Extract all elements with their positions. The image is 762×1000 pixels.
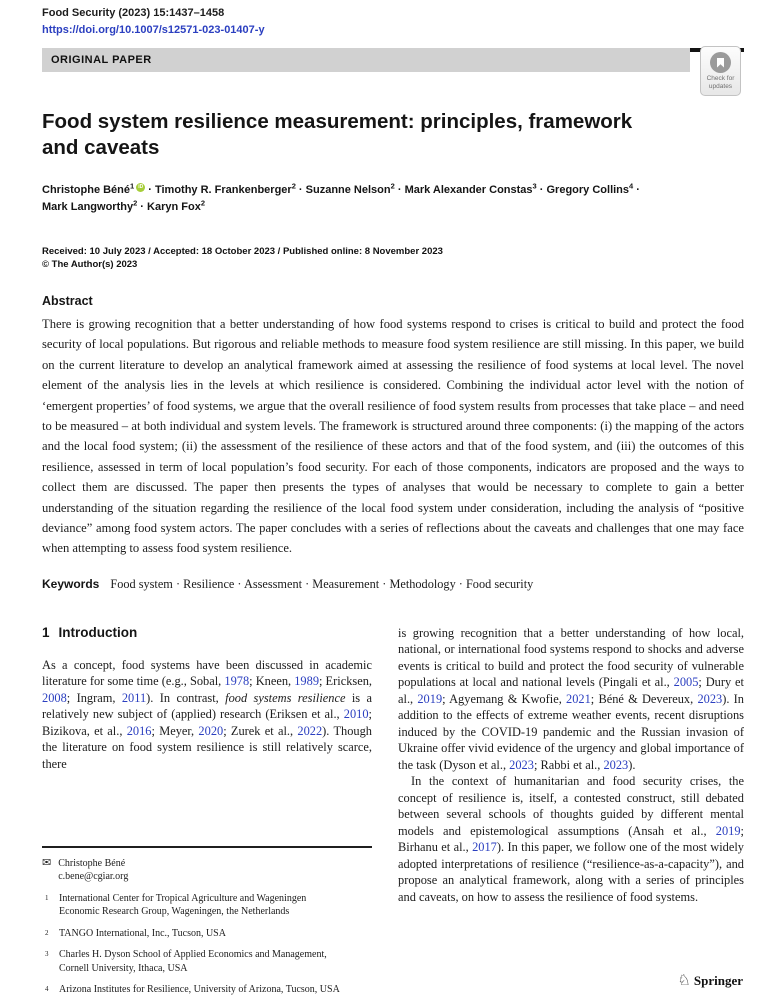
publisher-name: Springer — [693, 973, 743, 988]
text-run: ; Zurek et al., — [223, 723, 298, 738]
affiliation-number: 4 — [45, 985, 49, 994]
footnote-block — [42, 846, 372, 997]
correspondence-email-link[interactable]: c.bene@cgiar.org — [58, 871, 129, 883]
badge-line2: updates — [708, 82, 733, 90]
doi-link[interactable]: https://doi.org/10.1007/s12571-023-01407-y — [42, 24, 265, 36]
springer-logo-icon: ♘ — [677, 972, 691, 989]
two-column-body — [42, 625, 744, 997]
footnote-rule — [42, 846, 372, 848]
text-run: food systems resilience — [225, 690, 346, 705]
author-affiliation-sup: 2 — [200, 198, 205, 208]
citation-link[interactable]: 1989 — [294, 674, 320, 689]
author-name: Mark Alexander Constas — [404, 184, 533, 196]
citation-link[interactable]: 2023 — [697, 691, 723, 706]
author — [42, 181, 155, 196]
article-type-banner: ORIGINAL PAPER — [42, 48, 690, 72]
author — [305, 181, 405, 196]
left-column — [42, 625, 372, 997]
check-for-updates-icon — [710, 52, 731, 73]
text-run: ). In contrast, — [146, 690, 226, 705]
affiliation-number: 1 — [45, 893, 49, 902]
correspondence-details — [58, 857, 128, 884]
keywords-label: Keywords — [42, 576, 100, 591]
text-run: ; Bizikova, et al., — [42, 707, 372, 738]
badge-line1: Check for — [706, 75, 735, 82]
author — [154, 181, 306, 196]
check-for-updates-badge[interactable] — [700, 46, 741, 96]
bookmark-icon — [717, 58, 724, 68]
text-run: ). — [628, 757, 636, 772]
citation-link[interactable]: 2016 — [126, 723, 152, 738]
text-run: ). In this paper, we follow one of the most widely adopted interpretations of resilience (“resilience-as-a-capacity”), and propose an analytical framework, along with a series of principles and caveats, on how to assess the resilience of food systems. — [398, 840, 744, 904]
citation-link[interactable]: 2008 — [42, 690, 67, 705]
text-run: ; Meyer, — [151, 723, 199, 738]
citation-link[interactable]: 2020 — [198, 723, 224, 738]
citation-link[interactable]: 2023 — [603, 757, 629, 772]
text-run: ; Béné & Devereux, — [590, 691, 698, 706]
page-title: Food system resilience measurement: principles, framework and caveats — [42, 110, 633, 159]
affiliation — [42, 927, 342, 941]
section-heading-introduction — [42, 625, 372, 640]
author-affiliation-sup: 4 — [629, 181, 634, 191]
author — [147, 198, 205, 213]
section-number: 1 — [42, 624, 50, 640]
citation-link[interactable]: 2023 — [509, 757, 534, 772]
keyword: Food security — [465, 576, 534, 591]
body-paragraph — [398, 625, 744, 774]
body-paragraph — [398, 773, 744, 905]
text-run: is growing recognition that a better understanding of how local, national, or international food systems respond to shocks and adverse events is critical to build and protect the food security of vulnerable populations at local and national levels (Pingali et al., — [398, 625, 744, 690]
correspondence — [42, 857, 372, 884]
publisher-footer — [677, 973, 743, 989]
text-run: ). Though the literature on food system resilience is still relatively scarce, there — [42, 723, 372, 771]
journal-citation: Food Security (2023) 15:1437–1458 — [42, 7, 225, 19]
text-run: ; Birhanu et al., — [398, 823, 744, 855]
citation-link[interactable]: 2017 — [472, 840, 497, 855]
author-affiliation-sup: 3 — [532, 181, 537, 191]
citation-link[interactable]: 1978 — [224, 674, 250, 689]
keyword: Methodology · — [389, 577, 466, 591]
affiliation — [42, 892, 342, 919]
author-name: Timothy R. Frankenberger — [154, 184, 292, 196]
citation-link[interactable]: 2021 — [566, 691, 591, 706]
copyright-line: © The Author(s) 2023 — [42, 259, 138, 270]
check-for-updates-label — [707, 75, 735, 90]
text-run: As a concept, food systems have been discussed in academic literature for some time (e.g., Sobal, — [42, 657, 372, 689]
keyword: Food system · — [110, 577, 183, 591]
envelope-icon: ✉ — [42, 856, 52, 869]
citation-link[interactable]: 2005 — [673, 675, 699, 690]
abstract-text: There is growing recognition that a better understanding of how food systems respond to crises is critical to build and protect the food security of local populations. But rigorous and reliable methods to measure food system resilience are still missing. In this paper, we build on the current literature to develop an analytical framework aimed at assessing the resilience of food systems at local level. The novel element of the analysis lies in the levels at which resilience is considered. Combining the individual actor level with the notion of ‘emergent properties’ of food systems, we argue that the overall resilience of food system results from processes that take place – and need to be measured – at both individual and system levels. The framework is structured around three components: (i) the mapping of the actors and the local food system; (ii) the assessment of the resilience of these actors and that of the food system, and (iii) the outcomes of this resilience, assessed in term of local population’s food security. For each of those components, indicators are proposed and the ways to collect them are discussed. The paper then presents the types of analyses that would be necessary to complete to gain a better understanding of the situation regarding the resilience of the local food system under consideration, including the analysis of “positive deviance” among food system actors. The paper concludes with a series of reflections about the caveats and challenges that one may face when attempting to assess food system resilience. — [42, 317, 744, 556]
text-run: ; Dury et al., — [398, 675, 744, 706]
keyword: Resilience · — [183, 577, 244, 591]
author — [42, 198, 147, 213]
author-name: Mark Langworthy — [42, 201, 134, 213]
intro-paragraph — [42, 657, 372, 773]
text-run: is a relatively new subject of (applied) research (Eriksen et al., — [42, 690, 372, 722]
affiliation-number: 3 — [45, 950, 49, 959]
author-affiliation-sup: 2 — [291, 181, 296, 191]
author — [404, 181, 547, 196]
author — [546, 181, 640, 196]
section-title: Introduction — [58, 624, 138, 640]
affiliation-text: International Center for Tropical Agriculture and Wageningen Economic Research Group, Wageningen, the Netherlands — [59, 892, 307, 918]
author-name: Suzanne Nelson — [305, 184, 391, 196]
abstract-heading: Abstract — [42, 294, 93, 308]
affiliation-number: 2 — [45, 928, 49, 937]
orcid-icon[interactable]: iD — [138, 184, 144, 191]
keyword: Measurement · — [312, 577, 389, 591]
text-run: ; Kneen, — [249, 674, 295, 689]
text-run: ; Ericksen, — [319, 674, 373, 689]
text-run: ; Ingram, — [66, 690, 122, 705]
affiliation-text: Arizona Institutes for Resilience, University of Arizona, Tucson, USA — [59, 984, 340, 996]
affiliation-text: TANGO International, Inc., Tucson, USA — [59, 927, 226, 939]
text-run: ; Agyemang & Kwofie, — [442, 691, 567, 706]
publication-dates: Received: 10 July 2023 / Accepted: 18 October 2023 / Published online: 8 November 2023 — [42, 246, 443, 257]
text-run: ). In addition to the effects of extreme weather events, recent disruptions induced by the COVID-19 pandemic and the Russian invasion of Ukraine offer vivid evidence of the urgency and global importance of the task (Dyson et al., — [398, 691, 744, 772]
keyword: Assessment · — [244, 577, 312, 591]
author-list — [42, 182, 744, 216]
affiliation — [42, 948, 342, 975]
author-affiliation-sup: 2 — [133, 198, 138, 208]
citation-link[interactable]: 2019 — [417, 691, 443, 706]
text-run: In the context of humanitarian and food security crises, the concept of resilience is, itself, a contested construct, still debated between several schools of thoughts guided by different mental models and epistemological assumptions (Ansah et al., — [398, 774, 744, 838]
citation-link[interactable]: 2022 — [297, 723, 323, 738]
author-name: Christophe Béné — [42, 184, 131, 196]
right-column — [398, 625, 744, 997]
citation-link[interactable]: 2011 — [121, 690, 147, 705]
citation-link[interactable]: 2019 — [715, 823, 741, 838]
affiliation — [42, 983, 342, 997]
author-name: Karyn Fox — [147, 201, 201, 213]
correspondence-name: Christophe Béné — [58, 857, 126, 869]
text-run: ; Rabbi et al., — [533, 757, 604, 772]
citation-link[interactable]: 2010 — [343, 707, 369, 722]
affiliation-text: Charles H. Dyson School of Applied Economics and Management, Cornell University, Ithaca, USA — [59, 949, 327, 974]
author-affiliation-sup: 2 — [390, 181, 395, 191]
author-name: Gregory Collins — [546, 184, 630, 196]
author-affiliation-sup: 1 — [130, 181, 135, 191]
keywords-row — [42, 576, 744, 592]
article-type-row — [42, 48, 744, 72]
